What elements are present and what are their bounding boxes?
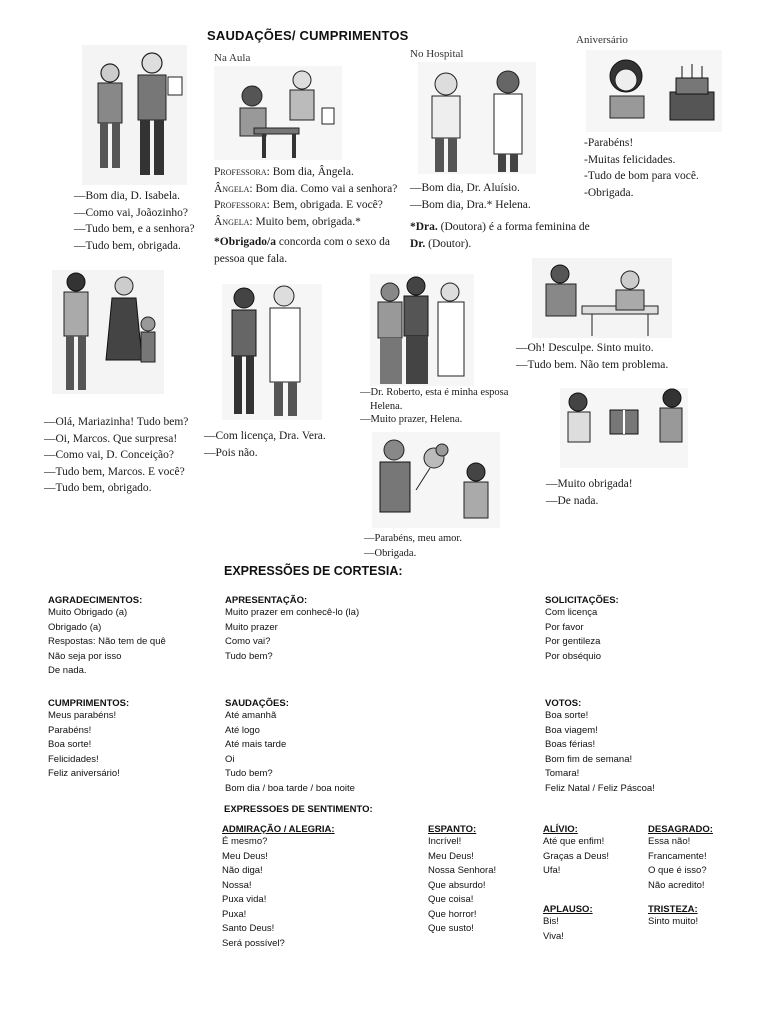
section-admiracao: ADMIRAÇÃO / ALEGRIA: É mesmo? Meu Deus! Não diga! Nossa! Puxa vida! Puxa! Santo Deus! Será possível? [222, 824, 335, 949]
section-tristeza: TRISTEZA: Sinto muito! [648, 904, 699, 927]
illustration-family-meeting [52, 270, 164, 394]
section-heading: ESPANTO: [428, 824, 477, 835]
section-heading: SAUDAÇÕES: [225, 698, 289, 709]
section-cumprimentos: CUMPRIMENTOS: Meus parabéns! Parabéns! Boa sorte! Felicidades! Feliz aniversário! [48, 698, 130, 779]
dialog-classroom: Professora: Bom dia, Ângela. Ângela: Bom dia. Como vai a senhora? Professora: Bem, obrigada. E você? Ângela: Muito bem, obrigada.* *Obrigado/a concorda com o sexo da pessoa que fala. [214, 166, 398, 265]
dialog-hospital: —Bom dia, Dr. Aluísio. —Bom dia, Dra.* Helena. *Dra. (Doutora) é a forma feminina de Dr. (Doutor). [410, 182, 590, 250]
illustration-classroom [214, 66, 342, 160]
section-votos: VOTOS: Boa sorte! Boa viagem! Boas férias! Bom fim de semana! Tomara! Feliz Natal / Feliz Páscoa! [545, 698, 655, 794]
illustration-boy-and-woman [82, 45, 187, 185]
section-saudacoes: SAUDAÇÕES: Até amanhã Até logo Até mais tarde Oi Tudo bem? Bom dia / boa tarde / boa noite [225, 698, 355, 794]
feelings-title: EXPRESSOES DE SENTIMENTO: [224, 804, 373, 815]
dialog-birthday: -Parabéns! -Muitas felicidades. -Tudo de bom para você. -Obrigada. [584, 137, 699, 199]
illustration-introduction [370, 274, 474, 386]
page-title: SAUDAÇÕES/ CUMPRIMENTOS [207, 28, 409, 43]
section-desagrado: DESAGRADO: Essa não! Francamente! O que é isso? Não acredito! [648, 824, 713, 891]
caption-na-aula: Na Aula [214, 52, 251, 64]
section-heading: DESAGRADO: [648, 824, 713, 835]
section-heading: APLAUSO: [543, 904, 593, 915]
illustration-flowers [372, 432, 500, 528]
illustration-gift [560, 388, 688, 468]
dialog-sorry: —Oh! Desculpe. Sinto muito. —Tudo bem. Não tem problema. [516, 342, 669, 371]
dialog-greeting1: —Bom dia, D. Isabela. —Como vai, Joãozinho? —Tudo bem, e a senhora? —Tudo bem, obrigada. [74, 190, 195, 252]
section-heading: TRISTEZA: [648, 904, 698, 915]
section-heading: AGRADECIMENTOS: [48, 595, 143, 606]
dialog-flowers: —Parabéns, meu amor. —Obrigada. [364, 533, 462, 559]
illustration-restaurant [532, 258, 672, 338]
courtesy-title: EXPRESSÕES DE CORTESIA: [224, 564, 403, 578]
dialog-family: —Olá, Mariazinha! Tudo bem? —Oi, Marcos. Que surpresa! —Como vai, D. Conceição? —Tudo bem, Marcos. E você? —Tudo bem, obrigado. [44, 416, 189, 494]
section-heading: VOTOS: [545, 698, 582, 709]
caption-no-hospital: No Hospital [410, 48, 464, 60]
section-solicitacoes: SOLICITAÇÕES: Com licença Por favor Por gentileza Por obséquio [545, 595, 619, 662]
section-apresentacao: APRESENTAÇÃO: Muito prazer em conhecê-lo (la) Muito prazer Como vai? Tudo bem? [225, 595, 360, 662]
illustration-birthday-cake [586, 50, 722, 132]
section-aplauso: APLAUSO: Bis! Viva! [543, 904, 593, 942]
dialog-excuse: —Com licença, Dra. Vera. —Pois não. [204, 430, 326, 459]
section-espanto: ESPANTO: Incrível! Meu Deus! Nossa Senhora! Que absurdo! Que coisa! Que horror! Que susto! [428, 824, 497, 934]
section-heading: CUMPRIMENTOS: [48, 698, 130, 709]
caption-aniversario: Aniversário [576, 34, 628, 46]
illustration-hospital [418, 62, 536, 174]
dialog-gift: —Muito obrigada! —De nada. [546, 478, 633, 507]
dialog-introduction: —Dr. Roberto, esta é minha esposa Helena. —Muito prazer, Helena. [360, 387, 509, 425]
section-alivio: ALÍVIO: Até que enfim! Graças a Deus! Ufa! [543, 824, 609, 876]
section-heading: ADMIRAÇÃO / ALEGRIA: [222, 824, 335, 835]
section-heading: APRESENTAÇÃO: [225, 595, 308, 606]
illustration-woman-and-doctor [222, 284, 322, 420]
section-heading: SOLICITAÇÕES: [545, 595, 619, 606]
section-heading: ALÍVIO: [543, 824, 578, 835]
section-agradecimentos: AGRADECIMENTOS: Muito Obrigado (a) Obrigado (a) Respostas: Não tem de quê Não seja por isso De nada. [48, 595, 166, 676]
